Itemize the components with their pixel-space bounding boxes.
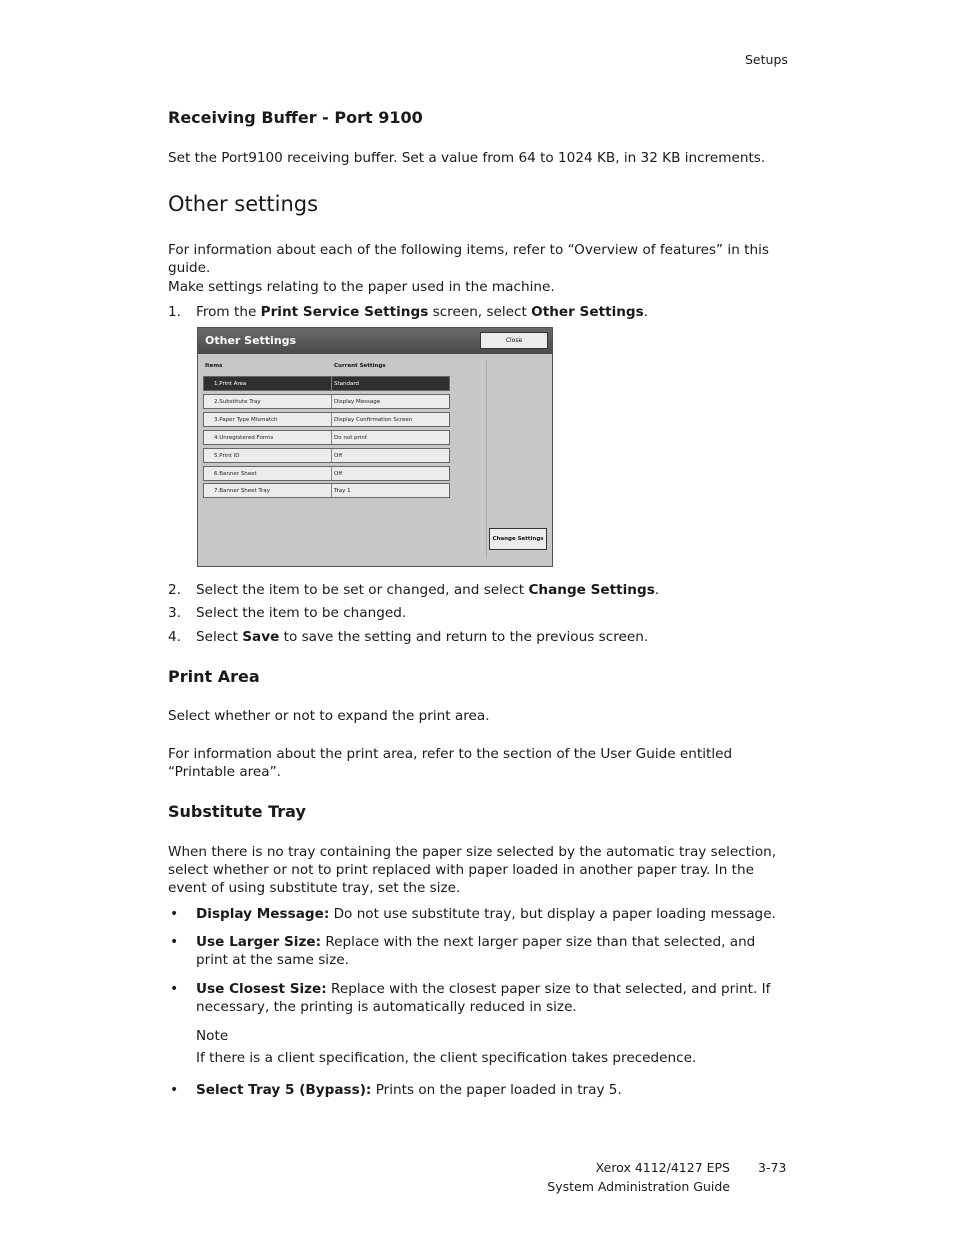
bullet-icon: • (170, 934, 179, 950)
bullet-icon: • (170, 1082, 179, 1098)
close-button[interactable]: Close (480, 332, 548, 349)
bullet-text: Use Closest Size: Replace with the closest paper size to that selected, and print. If necessary, the printing is automatically reduced in size. (196, 981, 771, 1015)
note-label: Note (196, 1028, 229, 1044)
other-settings-intro: For information about each of the following items, refer to “Overview of features” in this guide. (168, 242, 769, 276)
settings-row-banner-sheet[interactable]: 6.Banner Sheet Off (203, 466, 450, 481)
running-header: Setups (745, 52, 788, 67)
settings-row-print-id[interactable]: 5.Print ID Off (203, 448, 450, 463)
print-area-text: Select whether or not to expand the print area. (168, 708, 490, 724)
step-number: 3. (168, 605, 181, 621)
settings-row-unregistered-forms[interactable]: 4.Unregistered Forms Do not print (203, 430, 450, 445)
step-number: 1. (168, 304, 181, 320)
column-header-items: Items (205, 363, 223, 369)
settings-row-paper-type-mismatch[interactable]: 3.Paper Type Mismatch Display Confirmation Screen (203, 412, 450, 427)
bullet-text: Use Larger Size: Replace with the next larger paper size than that selected, and print at the same size. (196, 934, 756, 968)
note-text: If there is a client specification, the client specification takes precedence. (196, 1050, 697, 1066)
bullet-icon: • (170, 981, 179, 997)
bullet-text: Select Tray 5 (Bypass): Prints on the paper loaded in tray 5. (196, 1082, 622, 1098)
step-text: Select the item to be set or changed, and select Change Settings. (196, 582, 660, 598)
step-text: Select Save to save the setting and return to the previous screen. (196, 629, 649, 645)
step-text: From the Print Service Settings screen, select Other Settings. (196, 304, 649, 320)
receiving-buffer-text: Set the Port9100 receiving buffer. Set a value from 64 to 1024 KB, in 32 KB increments. (168, 150, 766, 166)
panel-divider (486, 360, 487, 558)
screenshot-title-bar (198, 328, 552, 354)
footer-guide-title: System Administration Guide (547, 1179, 730, 1194)
footer-product: Xerox 4112/4127 EPS (595, 1160, 730, 1175)
other-settings-heading: Other settings (168, 192, 319, 216)
column-header-current-settings: Current Settings (334, 363, 386, 369)
substitute-tray-heading: Substitute Tray (168, 802, 306, 821)
print-area-reference: For information about the print area, refer to the section of the User Guide entitled “Printable area”. (168, 746, 733, 780)
other-settings-screenshot (197, 327, 553, 567)
settings-row-banner-sheet-tray[interactable]: 7.Banner Sheet Tray Tray 1 (203, 483, 450, 498)
substitute-tray-intro: When there is no tray containing the paper size selected by the automatic tray selection, select whether or not to print replaced with paper loaded in another paper tray. In the event of using substitute tray, set the size. (168, 844, 777, 896)
step-number: 4. (168, 629, 181, 645)
screenshot-title: Other Settings (205, 334, 297, 347)
change-settings-button[interactable]: Change Settings (489, 528, 547, 550)
settings-row-print-area[interactable]: 1.Print Area Standard (203, 376, 450, 391)
footer-page-number: 3-73 (758, 1160, 787, 1175)
bullet-icon: • (170, 906, 179, 922)
paper-settings-text: Make settings relating to the paper used in the machine. (168, 279, 555, 295)
bullet-text: Display Message: Do not use substitute tray, but display a paper loading message. (196, 906, 776, 922)
step-number: 2. (168, 582, 181, 598)
settings-row-substitute-tray[interactable]: 2.Substitute Tray Display Message (203, 394, 450, 409)
receiving-buffer-heading: Receiving Buffer - Port 9100 (168, 108, 423, 127)
print-area-heading: Print Area (168, 667, 260, 686)
step-text: Select the item to be changed. (196, 605, 407, 621)
